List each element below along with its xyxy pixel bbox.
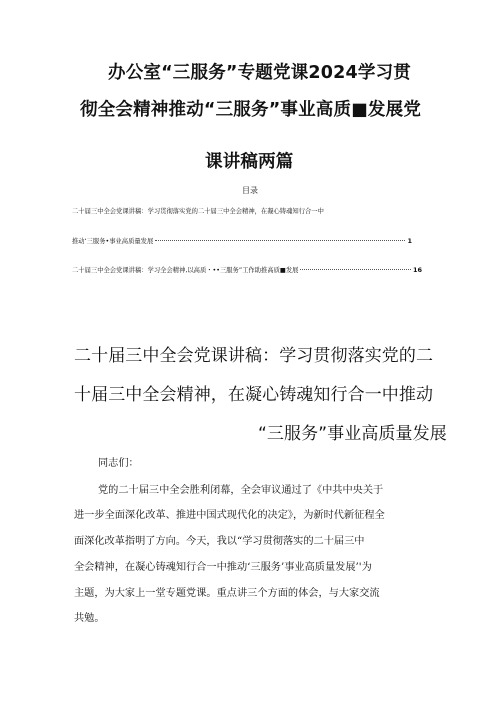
salutation: 同志们： — [98, 458, 139, 469]
body-line: 共勉。 — [74, 613, 105, 624]
body-line: 全会精神，在凝心铸魂知行合一中推动‘三服务’事业高质量发展’'为 — [74, 562, 372, 573]
toc-entry-1-text: 推动‘三服务•事业高质量发展 — [72, 238, 154, 245]
body-line: 面深化改革指明了方向。今天，我以“学习贯彻落实的二十届三中 — [74, 536, 365, 547]
toc-entry-2-page: 16 — [412, 266, 422, 274]
document-title-line-1: 办公室“三服务”专题党课2024学习贯 — [108, 63, 412, 83]
section-title-line-3: “三服务”事业高质量发展 — [258, 424, 447, 444]
toc-entry-1-line-2[interactable] — [72, 237, 412, 246]
toc-entry-1-page: 1 — [407, 237, 412, 245]
toc-leader-dots — [300, 269, 411, 270]
document-title-line-2: 彻全会精神推动“三服务”事业高质■发展党 — [80, 100, 422, 120]
body-line: 党的二十届三中全会胜利闭幕，全会审议通过了《中共中央关于 — [98, 485, 384, 496]
toc-leader-dots — [155, 240, 405, 241]
toc-entry-2-text: 二十届三中全会党课讲稿：学习全会精神,以高质・••三服务”工作助推高质■发展 — [72, 267, 299, 274]
body-line: 进一步全面深化改革、推进中国式现代化的决定》，为新时代新征程全 — [74, 510, 385, 521]
toc-entry-1-line-1[interactable]: 二十届三中全会党课讲稿：学习贯彻落实党的二十届三中全会精神，在凝心铸魂知行合一中 — [72, 208, 324, 215]
toc-entry-2[interactable] — [72, 266, 422, 275]
toc-heading: 目录 — [242, 186, 258, 195]
body-line: 主题，为大家上一堂专题党课。重点讲三个方面的体会，与大家交流 — [74, 588, 380, 599]
section-title-line-2: 十届三中全会精神，在凝心铸魂知行合一中推动 — [74, 385, 434, 405]
section-title-line-1: 二十届三中全会党课讲稿：学习贯彻落实党的二 — [74, 346, 434, 366]
document-title-line-3: 课讲稿两篇 — [205, 152, 294, 172]
